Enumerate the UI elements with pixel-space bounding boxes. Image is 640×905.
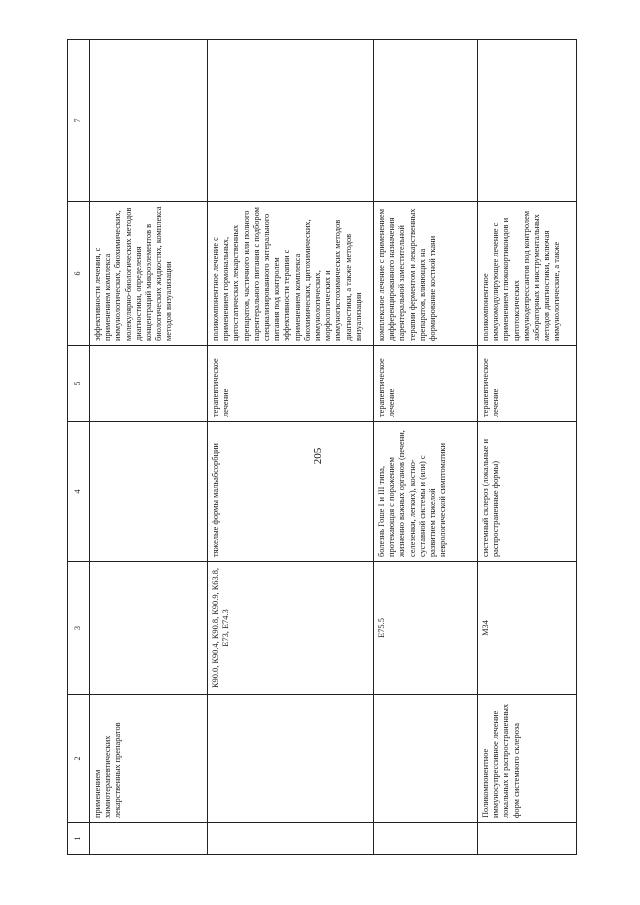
table-row bbox=[478, 40, 577, 855]
row4-method: Поликомпонентное иммуносупрессивное лечение локальных и распространенных форм системного склероза bbox=[478, 695, 577, 823]
header-col-7: 7 bbox=[68, 40, 90, 202]
table-row bbox=[208, 40, 374, 855]
row1-treatment-desc: эффективности лечения, с применением комплекса иммунологических, биохимических, молекулярно-биологических методов диагностики, определения концентраций микроэлементов в биологических жидкостях, комплекса методов визуализации bbox=[90, 202, 208, 346]
row4-col7 bbox=[478, 40, 577, 202]
row4-diagnosis: системный склероз (локальные и распространенные формы) bbox=[478, 422, 577, 562]
table-container bbox=[67, 40, 577, 855]
row1-treatment-type bbox=[90, 346, 208, 422]
row3-method bbox=[374, 695, 478, 823]
row3-col7 bbox=[374, 40, 478, 202]
row3-treatment-type: терапевтическое лечение bbox=[374, 346, 478, 422]
row2-col7 bbox=[208, 40, 374, 202]
header-col-5: 5 bbox=[68, 346, 90, 422]
row4-treatment-type: терапевтическое лечение bbox=[478, 346, 577, 422]
row3-code: Е75.5 bbox=[374, 562, 478, 695]
row3-col1 bbox=[374, 823, 478, 855]
row2-treatment-type: терапевтическое лечение bbox=[208, 346, 374, 422]
row3-treatment-desc: комплексное лечение с применением дифференцированного назначения парентеральной заместительной терапии ферментом и лекарственных препаратов, влияющих на формирование костной ткани bbox=[374, 202, 478, 346]
row4-code: М34 bbox=[478, 562, 577, 695]
table-row bbox=[374, 40, 478, 855]
row4-col1 bbox=[478, 823, 577, 855]
rotated-table-frame bbox=[67, 40, 577, 855]
table-row bbox=[90, 40, 208, 855]
row3-diagnosis: болезнь Гоше I и III типа, протекающая с поражением жизненно важных органов (печени, селезенки, легких), костно-суставной системы и (или) с развитием тяжелой неврологической симптоматики bbox=[374, 422, 478, 562]
row1-code bbox=[90, 562, 208, 695]
header-col-6: 6 bbox=[68, 202, 90, 346]
row2-diagnosis: тяжелые формы мальабсорбции bbox=[208, 422, 374, 562]
row4-treatment-desc: поликомпонентное иммуномодулирующее лечение с применением глюкокортикоидов и цитотоксических иммунодепрессантов под контролем лабораторных и инструментальных методов диагностики, включая иммунологические, а также bbox=[478, 202, 577, 346]
row2-col1 bbox=[208, 823, 374, 855]
header-col-4: 4 bbox=[68, 422, 90, 562]
page-number: 205 bbox=[312, 447, 324, 465]
header-col-2: 2 bbox=[68, 695, 90, 823]
row1-col7 bbox=[90, 40, 208, 202]
row2-code: К90.0, К90.4, К90.8, К90.9, К63.8, Е73, Е74.3 bbox=[208, 562, 374, 695]
treatment-table bbox=[67, 39, 577, 855]
header-row bbox=[68, 40, 90, 855]
row1-diagnosis bbox=[90, 422, 208, 562]
header-col-3: 3 bbox=[68, 562, 90, 695]
row2-method bbox=[208, 695, 374, 823]
row1-method: применением химиотерапевтических лекарственных препаратов bbox=[90, 695, 208, 823]
row1-col1 bbox=[90, 823, 208, 855]
header-col-1: 1 bbox=[68, 823, 90, 855]
row2-treatment-desc: поликомпонентное лечение с применением гормональных, цитостатических лекарственных препаратов, частичного или полного парентерального питания с подбором специализированного энтерального питания под контролем эффективности терапии с применением комплекса биохимических, цитохимических, иммунологических, морфологических и иммуногистохимических методов диагностики, а также методов визуализации bbox=[208, 202, 374, 346]
